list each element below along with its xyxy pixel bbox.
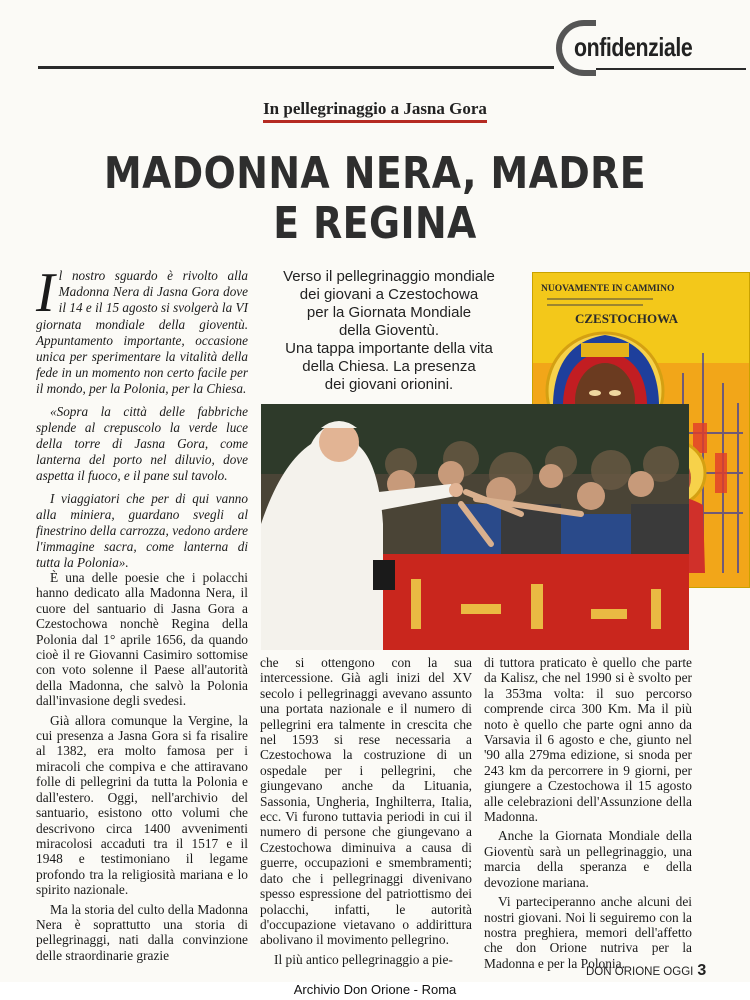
body-c2-paragraph-1: che si ottengono con la sua intercessione. Già agli inizi del XV secolo i pellegrinaggi avevano assunto una portata nazionale e il numero di pellegrini era talmente in crescita che nel 1593 si rese necessaria a Czestochowa la costruzione di un ospedale per i pellegrini, che giungevano anche da Lituania, Sassonia, Ungheria, Inghilterra, Italia, ecc. Vi furono tuttavia periodi in cui il numero di persone che giungevano a Czestochowa diminuiva a causa di guerre, occupazioni e smembramenti; dato che i pellegrinaggi divenivano spesso espressione del patriottismo dei polacchi, infatti, le autorità d'occupazione vietavano o addirittura abolivano il movimento pellegrino. bbox=[260, 655, 472, 948]
deck-line-3: per la Giornata Mondiale bbox=[306, 304, 472, 321]
body-c3-paragraph-3: Vi parteciperanno anche alcuni dei nostri giovani. Noi li seguiremo con la nostra preghiera, memori dell'affetto che don Orione nutriva per la Madonna e per la Polonia. bbox=[484, 894, 692, 971]
intro-paragraph-2: «Sopra la città delle fabbriche splende al crepuscolo la verde luce della torre di Jasna Gora, come lanterna del porto nel diluvio, dove aspetta il fuoco, e il pane sul tavolo. bbox=[36, 403, 248, 484]
page-number: 3 bbox=[697, 962, 707, 979]
body-c3-paragraph-2: Anche la Giornata Mondiale della Gioventù sarà un pellegrinaggio, una marcia della speranza e della devozione mariana. bbox=[484, 828, 692, 890]
deck-line-1: Verso il pellegrinaggio mondiale bbox=[283, 268, 495, 285]
header-rule-right bbox=[596, 68, 746, 70]
pope-photo bbox=[261, 404, 689, 650]
body-c1-paragraph-1: È una delle poesie che i polacchi hanno dedicato alla Madonna Nera, il cuore del santuario di Jasna Gora a Czestochowa nonchè Regina della Polonia dal 1° aprile 1656, da quando cioè il re Giovanni Casimiro sottomise con voto solenne il Paese all'autorità della Madonna, che salvò la Polonia dall'invasione degli svedesi. bbox=[36, 570, 248, 709]
intro-text-1: l nostro sguardo è rivolto alla Madonna Nera di Jasna Gora dove il 14 e il 15 agosto si svolgerà la VI giornata mondiale della gioventù. Appuntamento importante, occasione unica per sperimentare la vitalità della fede in un momento non certo facile per il mondo, per la Polonia, per la Chiesa. bbox=[36, 268, 248, 397]
headline-line2: E REGINA bbox=[273, 198, 477, 249]
intro-paragraph-1 bbox=[36, 262, 248, 398]
pope-photo-art bbox=[261, 404, 689, 650]
body-c1-paragraph-3: Ma la storia del culto della Madonna Nera è soprattutto una storia di pellegrinaggi, nati dalla convinzione delle straordinarie grazie bbox=[36, 901, 248, 963]
deck-line-2: dei giovani a Czestochowa bbox=[299, 286, 479, 303]
poster-line-1: NUOVAMENTE IN CAMMINO bbox=[541, 284, 675, 294]
header-rule-left bbox=[38, 66, 554, 69]
kicker bbox=[0, 99, 750, 119]
deck-line-5: Una tappa importante della vita bbox=[285, 340, 493, 357]
kicker-text: In pellegrinaggio a Jasna Gora bbox=[263, 99, 487, 123]
intro-paragraph-3: I viaggiatori che per di qui vanno alla miniera, guardano svegli al finestrino della carrozza, vedono ardere l'immagine sacra, come lanterna di tutta la Polonia». bbox=[36, 490, 248, 571]
drop-cap: I bbox=[36, 262, 55, 324]
magazine-name: DON ORIONE OGGI bbox=[586, 966, 694, 978]
section-title: onfidenziale bbox=[574, 32, 693, 62]
headline-line1: MADONNA NERA, MADRE bbox=[103, 148, 647, 199]
body-c3-paragraph-1: di tuttora praticato è quello che parte da Kalisz, che nel 1990 si è svolto per la 353ma volta: il suo percorso comprende circa 300 Km. Ma il più noto è quello che parte ogni anno da Varsavia il 6 agosto e che, giunto nel '90 alla 279ma edizione, si snoda per 243 km da percorrere in 9 giorni, per giungere a Czestochowa il 15 agosto alle celebrazioni dell'Assunzione della Madonna. bbox=[484, 655, 692, 825]
body-column-2 bbox=[260, 655, 472, 971]
body-c2-paragraph-2: Il più antico pellegrinaggio a pie- bbox=[274, 951, 453, 967]
intro-column bbox=[36, 262, 248, 578]
deck-line-4: della Gioventù. bbox=[338, 322, 440, 339]
deck bbox=[254, 268, 524, 394]
deck-line-6: della Chiesa. La presenza bbox=[302, 358, 476, 375]
archive-credit: Archivio Don Orione - Roma bbox=[0, 982, 750, 1000]
page-footer bbox=[586, 962, 706, 980]
deck-line-7: dei giovani orionini. bbox=[324, 376, 454, 393]
poster-line-2: CZESTOCHOWA bbox=[575, 311, 679, 326]
body-column-3 bbox=[484, 655, 692, 975]
body-column-1 bbox=[36, 570, 248, 967]
body-c1-paragraph-2: Già allora comunque la Vergine, la cui presenza a Jasna Gora si fa risalire al 1382, era molto famosa per i miracoli che compiva e che attiravano folle di pellegrini da tutta la Polonia e dall'estero. Oggi, nell'archivio del santuario, esistono otto volumi che descrivono circa 1400 avvenimenti miracolosi accaduti tra il 1517 e il 1948 e testimoniano il legame profondo tra la religiosità mariana e lo spirito nazionale. bbox=[36, 712, 248, 898]
